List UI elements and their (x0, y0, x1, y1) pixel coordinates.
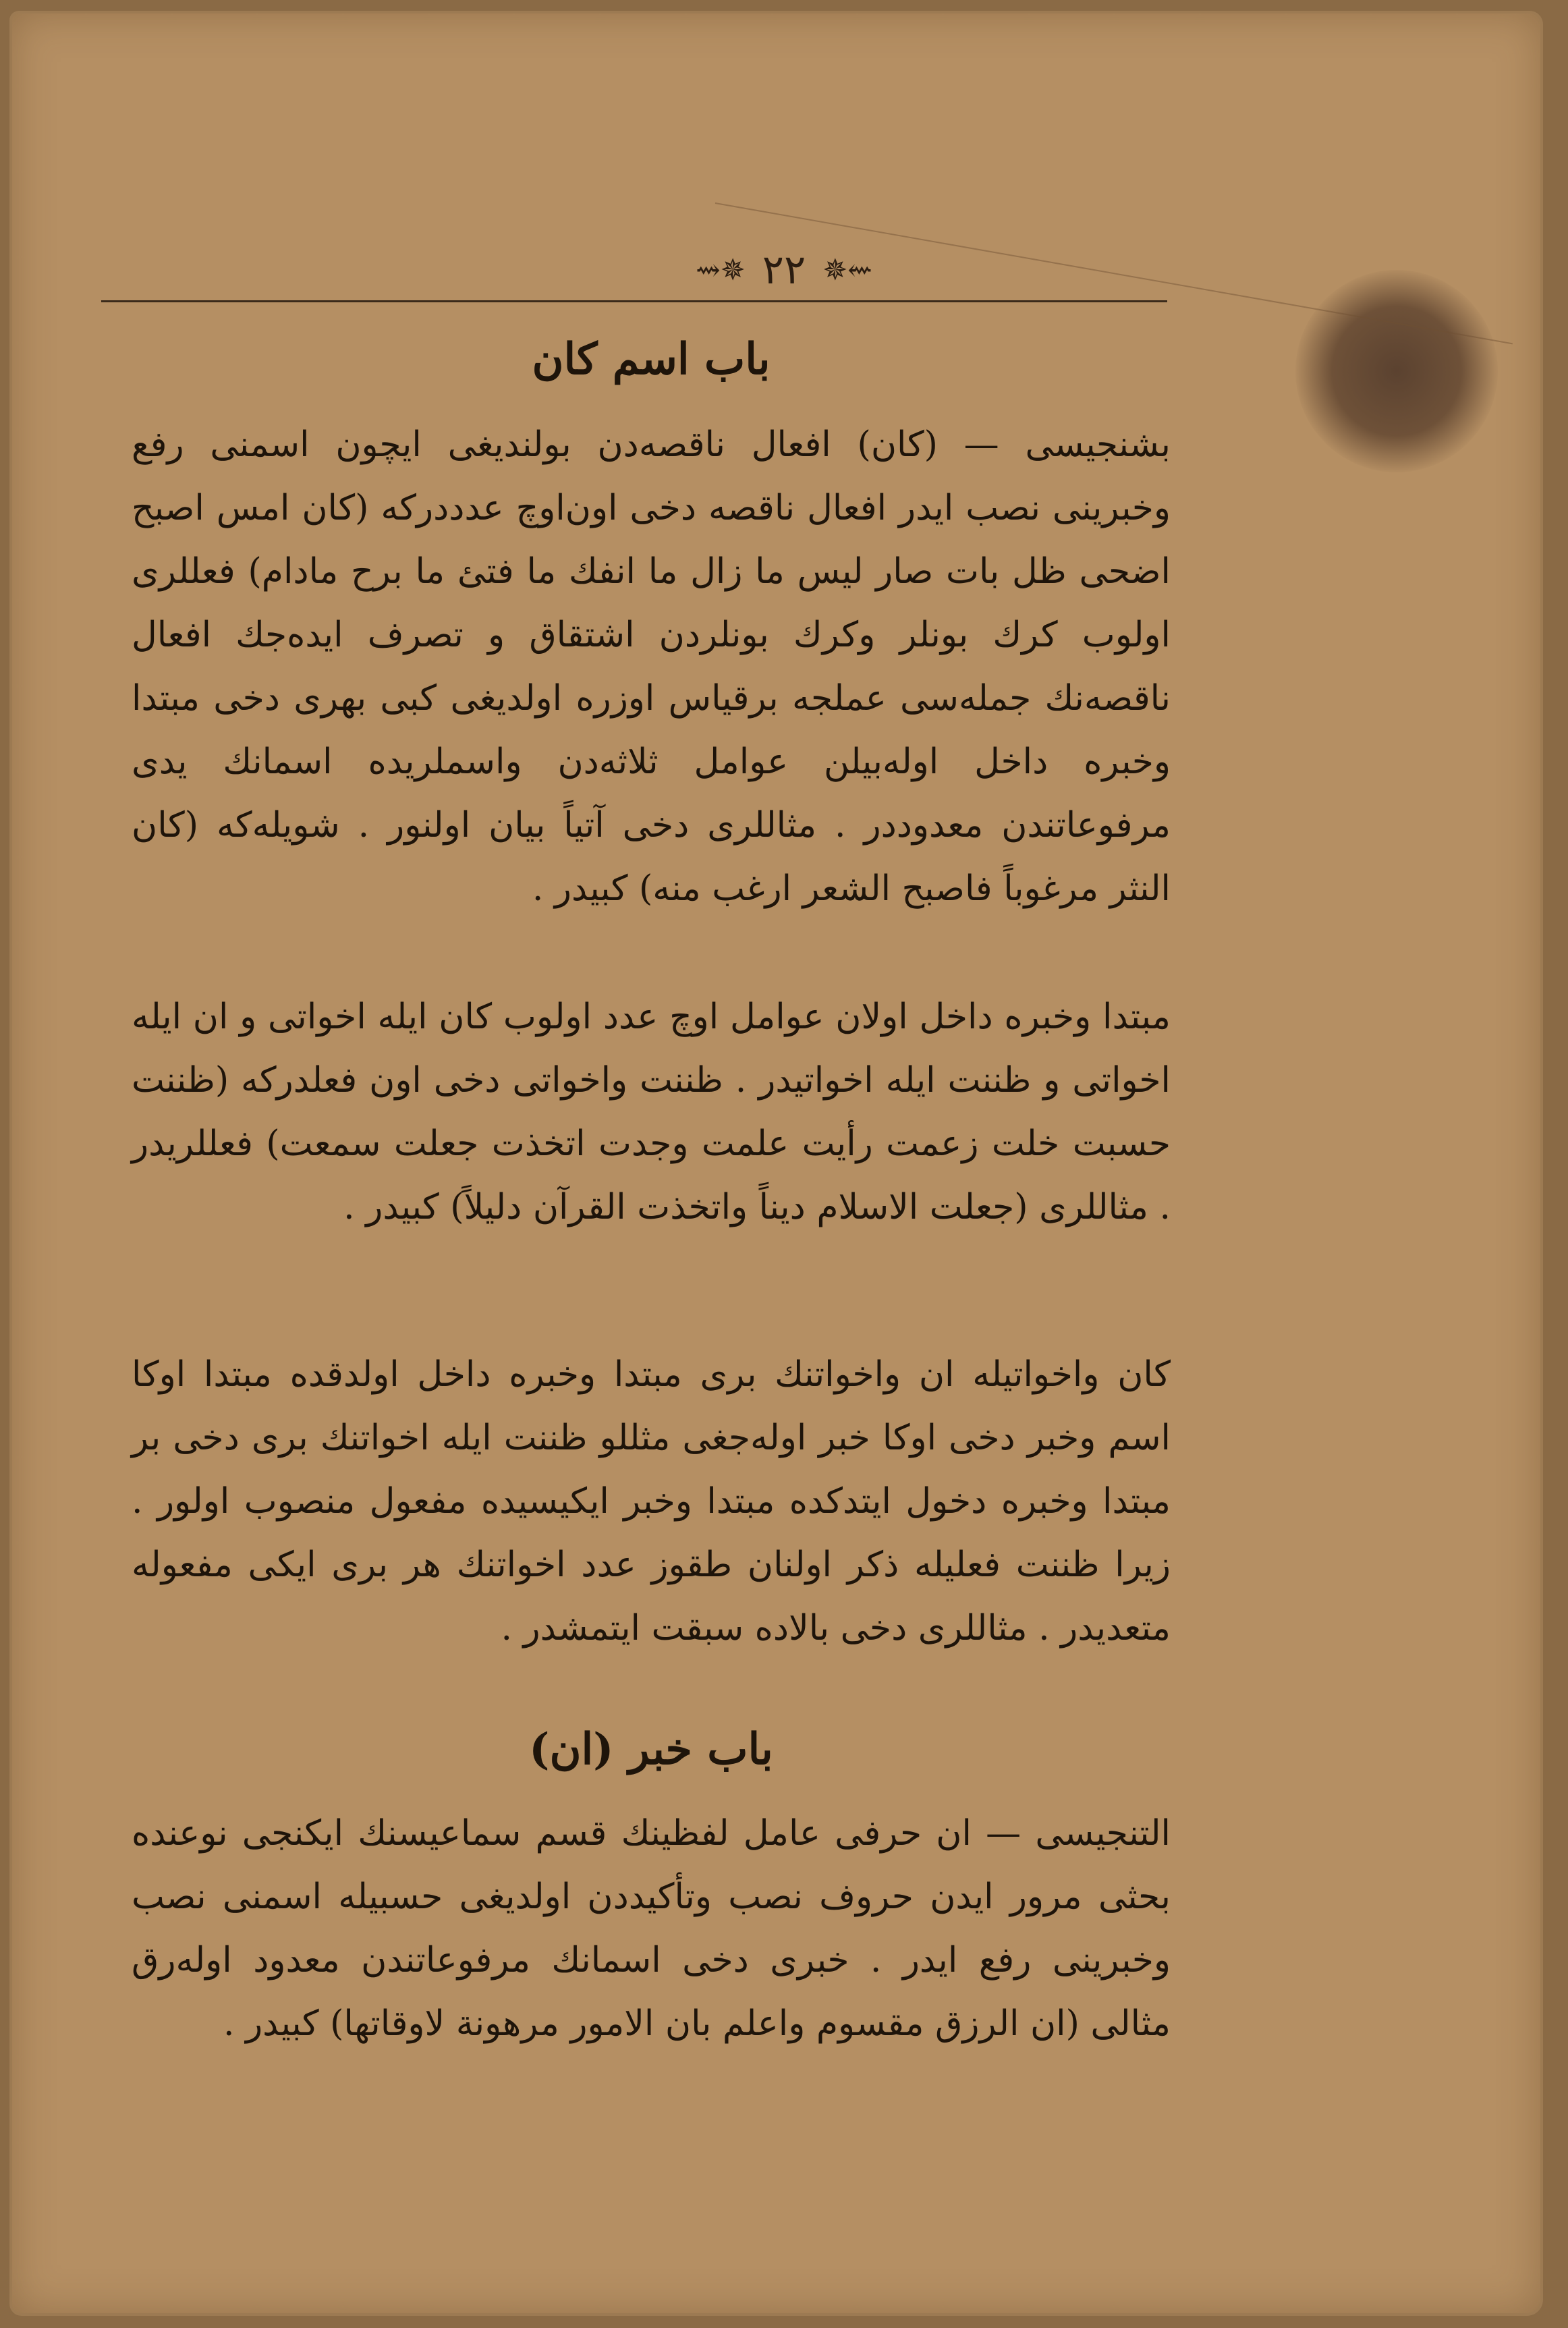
page-header (0, 246, 1568, 294)
header-rule (101, 300, 1167, 302)
section-heading-kan: باب اسم كان (532, 334, 771, 385)
paragraph-3: كان واخواتيله ان واخواتنك برى مبتدا وخبره داخل اولدقده مبتدا اوكا اسم وخبر دخى اوكا خبر اوله‌جغى مثللو ظننت ايله اخواتنك برى دخى بر مبتدا وخبره دخول ايتدكده مبتدا وخبر ايكيسيده مفعول منصوب اولور . زيرا ظننت فعليله ذكر اولنان طقوز عدد اخواتنك هر برى ايكى مفعوله متعديدر . مثاللرى دخى بالاده سبقت ايتمشدر . (132, 1354, 1171, 1648)
paragraph-1: بشنجيسى — (كان) افعال ناقصه‌دن بولنديغى ايچون اسمنى رفع وخبرينى نصب ايدر افعال ناقصه دخى اون‌اوچ عدددركه (كان امس اصبح اضحى ظل بات صار ليس ما زال ما انفك ما فتئ ما برح مادام) فعللرى اولوب كرك بونلر وكرك بونلردن اشتقاق و تصرف ايده‌جك افعال ناقصه‌نك جمله‌سى عملجه برقياس اوزره اولديغى كبى بهرى دخى مبتدا وخبره داخل اوله‌بيلن عوامل ثلاثه‌دن واسملريده اسمانك يدى مرفوعاتندن معدوددر . مثاللرى دخى آتياً بيان اولنور . شويله‌كه (كان النثر مرغوباً فاصبح الشعر ارغب منه) كبيدر . (132, 424, 1171, 909)
ink-stain (1295, 270, 1498, 472)
ornament-left-icon: ⇝✵ (695, 252, 746, 287)
page-number: ٢٢ (762, 246, 806, 294)
paragraph-4: التنجيسى — ان حرفى عامل لفظينك قسم سماعيسنك ايكنجى نوعنده بحثى مرور ايدن حروف نصب وتأكيددن اولديغى حسبيله اسمنى نصب وخبرينى رفع ايدر . خبرى دخى اسمانك مرفوعاتندن معدود اوله‌رق مثالى (ان الرزق مقسوم واعلم بان الامور مرهونة لاوقاتها) كبيدر . (132, 1813, 1171, 2044)
paragraph-2: مبتدا وخبره داخل اولان عوامل اوچ عدد اولوب كان ايله اخواتى و ان ايله اخواتى و ظننت ايله اخواتيدر . ظننت واخواتى دخى اون فعلدركه (ظننت حسبت خلت زعمت رأيت علمت وجدت اتخذت جعلت سمعت) فعللريدر . مثاللرى (جعلت الاسلام ديناً واتخذت القرآن دليلاً) كبيدر . (132, 997, 1171, 1227)
section-heading-inna: باب خبر (ان) (529, 1724, 773, 1775)
ornament-right-icon: ✵⇜ (822, 252, 873, 287)
